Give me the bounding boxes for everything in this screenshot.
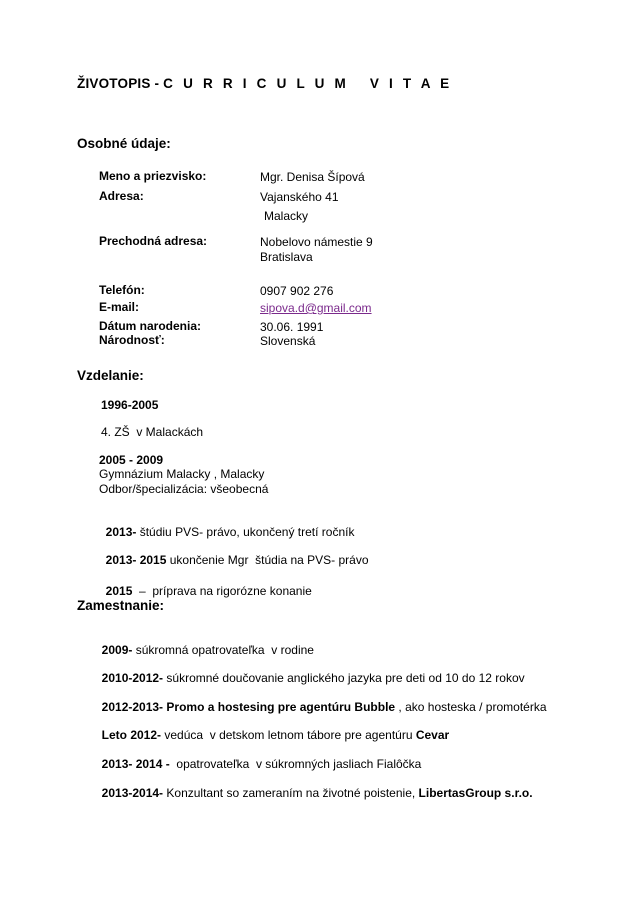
job-2-text: súkromné doučovanie anglického jazyka pre deti od 10 do 12 rokov (163, 671, 525, 685)
phone-value: 0907 902 276 (260, 284, 334, 298)
temp-address-line2: Bratislava (260, 250, 313, 264)
phone-label: Telefón: (99, 283, 145, 297)
job-3-text: , ako hosteska / promotérka (395, 700, 547, 714)
job-5 (95, 743, 421, 771)
personal-heading: Osobné údaje: (77, 136, 171, 151)
employment-heading: Zamestnanie: (77, 598, 165, 613)
job-6-years: 2013-2014- (101, 786, 164, 800)
name-label: Meno a priezvisko: (99, 169, 207, 183)
job-4-text: vedúca v detskom letnom tábore pre agentúru (161, 728, 416, 742)
edu-4 (99, 539, 369, 567)
job-4-bold: Cevar (415, 728, 450, 742)
temp-address-label: Prechodná adresa: (99, 234, 208, 248)
job-2-years: 2010-2012- (101, 671, 164, 685)
job-3-years: 2012-2013- (101, 700, 164, 714)
edu-1-years: 1996-2005 (101, 398, 159, 412)
job-3 (95, 686, 547, 714)
edu-4-years: 2013- 2015 (105, 553, 167, 567)
job-5-years: 2013- 2014 - (101, 757, 170, 771)
name-value: Mgr. Denisa Šípová (260, 170, 365, 184)
edu-5-years: 2015 (105, 584, 133, 598)
nationality-value: Slovenská (260, 334, 316, 348)
job-5-text: opatrovateľka v súkromných jasliach Fialôčka (169, 757, 422, 771)
job-1-text: súkromná opatrovateľka v rodine (132, 643, 314, 657)
education-heading: Vzdelanie: (77, 368, 144, 383)
nationality-label: Národnosť: (99, 333, 165, 347)
edu-2-school: Gymnázium Malacky , Malacky (99, 467, 265, 481)
edu-3-years: 2013- (105, 525, 137, 539)
edu-3-text: štúdiu PVS- právo, ukončený tretí ročník (136, 525, 355, 539)
birth-label: Dátum narodenia: (99, 319, 202, 333)
job-6-text: Konzultant so zameraním na životné poistenie, (163, 786, 419, 800)
birth-value: 30.06. 1991 (260, 320, 324, 334)
job-6-bold: LibertasGroup s.r.o. (418, 786, 533, 800)
edu-1-school: 4. ZŠ v Malackách (101, 425, 204, 439)
title-prefix: ŽIVOTOPIS - (77, 76, 164, 91)
edu-2-years: 2005 - 2009 (99, 453, 164, 467)
job-1 (95, 629, 314, 657)
edu-4-text: ukončenie Mgr štúdia na PVS- právo (166, 553, 369, 567)
job-6 (95, 772, 533, 800)
email-label: E-mail: (99, 300, 140, 314)
job-3-bold: Promo a hostesing pre agentúru Bubble (163, 700, 396, 714)
edu-5 (99, 570, 312, 598)
job-2 (95, 657, 525, 685)
edu-2-field: Odbor/špecializácia: všeobecná (99, 482, 269, 496)
job-4 (95, 714, 449, 742)
job-1-years: 2009- (101, 643, 133, 657)
page-title (77, 76, 452, 91)
job-4-years: Leto 2012- (101, 728, 162, 742)
address-line2: Malacky (264, 209, 309, 223)
edu-3 (99, 511, 354, 539)
temp-address-line1: Nobelovo námestie 9 (260, 235, 373, 249)
address-label: Adresa: (99, 189, 144, 203)
edu-5-text: – príprava na rigorózne konanie (132, 584, 312, 598)
email-link[interactable]: sipova.d@gmail.com (260, 301, 372, 315)
title-spaced: C U R R I C U L U M V I T A E (163, 76, 453, 91)
address-line1: Vajanského 41 (260, 190, 339, 204)
